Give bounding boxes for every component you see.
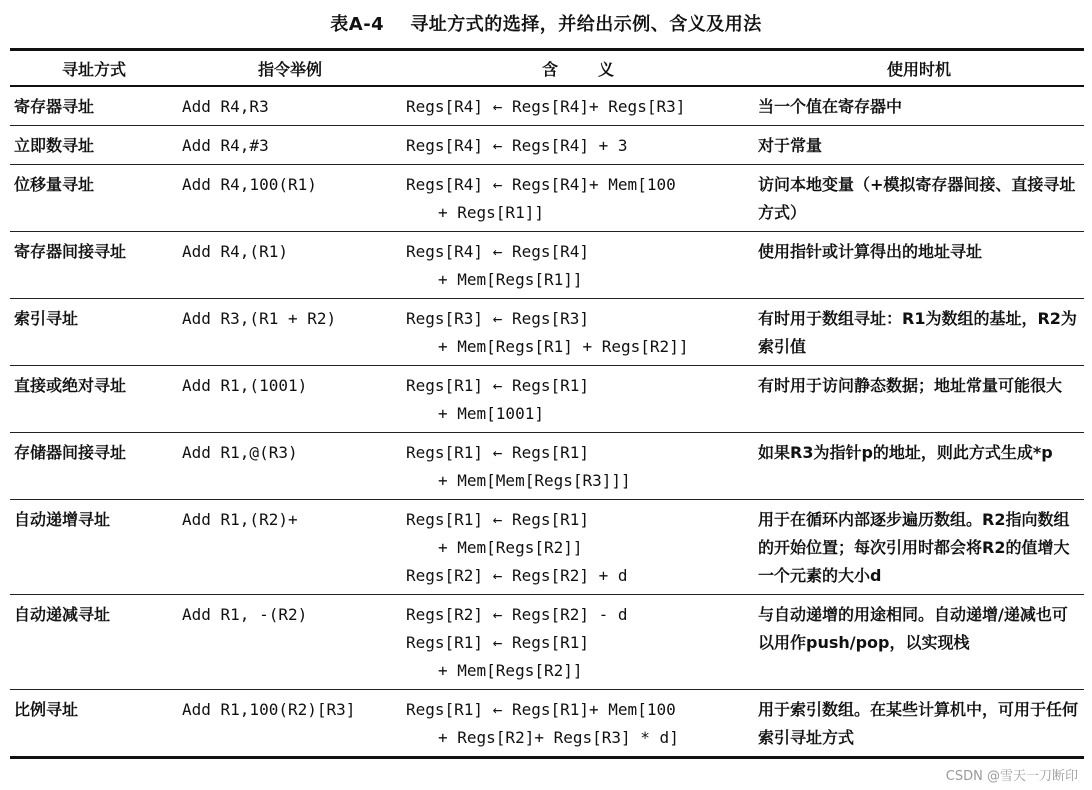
watermark: CSDN @雪天一刀断印 [945,769,1078,784]
addressing-modes-table [10,48,1084,759]
cell-when: 访问本地变量（+模拟寄存器间接、直接寻址方式） [754,165,1084,232]
cell-example: Add R1,@(R3) [178,433,402,500]
table-row [10,500,1084,595]
table-row [10,433,1084,500]
header-meaning: 含义 [402,50,754,87]
cell-when: 如果R3为指针p的地址，则此方式生成*p [754,433,1084,500]
cell-example: Add R3,(R1 + R2) [178,299,402,366]
meaning-line: Regs[R1] ← Regs[R1]+ Mem[100 [406,700,676,719]
table-row [10,165,1084,232]
cell-when: 用于在循环内部逐步遍历数组。R2指向数组的开始位置；每次引用时都会将R2的值增大一个元素的大小d [754,500,1084,595]
meaning-line: Regs[R4] ← Regs[R4] + 3 [406,136,628,155]
table-title: 寻址方式的选择，并给出示例、含义及用法 [410,14,762,35]
meaning-line: + Mem[Mem[Regs[R3]]] [438,471,631,490]
table-row [10,232,1084,299]
cell-meaning [402,232,754,299]
meaning-line: Regs[R3] ← Regs[R3] [406,309,590,328]
cell-meaning [402,299,754,366]
cell-when: 用于索引数组。在某些计算机中，可用于任何索引寻址方式 [754,690,1084,758]
meaning-line: Regs[R2] ← Regs[R2] - d [406,605,628,624]
cell-example: Add R4,R3 [178,86,402,126]
header-when: 使用时机 [754,50,1084,87]
cell-meaning [402,165,754,232]
cell-example: Add R1,(1001) [178,366,402,433]
meaning-line: + Mem[Regs[R1] + Regs[R2]] [438,337,689,356]
cell-example: Add R4,#3 [178,126,402,165]
cell-mode: 自动递减寻址 [10,595,178,690]
meaning-line: Regs[R1] ← Regs[R1] [406,633,590,652]
cell-meaning [402,433,754,500]
cell-mode: 存储器间接寻址 [10,433,178,500]
cell-example: Add R4,(R1) [178,232,402,299]
cell-example: Add R1, -(R2) [178,595,402,690]
meaning-line: + Mem[Regs[R2]] [438,538,583,557]
cell-meaning [402,366,754,433]
table-row [10,690,1084,758]
cell-meaning [402,126,754,165]
meaning-line: + Mem[1001] [438,404,544,423]
cell-example: Add R4,100(R1) [178,165,402,232]
cell-when: 有时用于访问静态数据；地址常量可能很大 [754,366,1084,433]
cell-when: 当一个值在寄存器中 [754,86,1084,126]
table-row [10,366,1084,433]
table-header-row [10,50,1084,87]
cell-when: 使用指针或计算得出的地址寻址 [754,232,1084,299]
header-example: 指令举例 [178,50,402,87]
meaning-line: Regs[R4] ← Regs[R4] [406,242,590,261]
meaning-line: Regs[R4] ← Regs[R4]+ Mem[100 [406,175,676,194]
table-row [10,595,1084,690]
cell-mode: 寄存器间接寻址 [10,232,178,299]
meaning-line: + Regs[R2]+ Regs[R3] * d] [438,728,679,747]
meaning-line: Regs[R1] ← Regs[R1] [406,510,590,529]
cell-meaning [402,500,754,595]
cell-when: 有时用于数组寻址：R1为数组的基址，R2为索引值 [754,299,1084,366]
cell-when: 与自动递增的用途相同。自动递增/递减也可以用作push/pop，以实现栈 [754,595,1084,690]
cell-mode: 自动递增寻址 [10,500,178,595]
cell-example: Add R1,100(R2)[R3] [178,690,402,758]
header-mode: 寻址方式 [10,50,178,87]
cell-mode: 立即数寻址 [10,126,178,165]
meaning-line: Regs[R4] ← Regs[R4]+ Regs[R3] [406,97,686,116]
cell-when: 对于常量 [754,126,1084,165]
table-number: 表A-4 [330,14,385,35]
table-caption [0,10,1092,36]
cell-mode: 比例寻址 [10,690,178,758]
table-body [10,86,1084,758]
meaning-line: + Regs[R1]] [438,203,544,222]
cell-meaning [402,86,754,126]
cell-mode: 索引寻址 [10,299,178,366]
meaning-line: + Mem[Regs[R1]] [438,270,583,289]
cell-mode: 寄存器寻址 [10,86,178,126]
meaning-line: Regs[R1] ← Regs[R1] [406,376,590,395]
cell-meaning [402,690,754,758]
cell-meaning [402,595,754,690]
meaning-line: Regs[R2] ← Regs[R2] + d [406,566,628,585]
cell-mode: 位移量寻址 [10,165,178,232]
meaning-line: Regs[R1] ← Regs[R1] [406,443,590,462]
table-row [10,86,1084,126]
table-row [10,299,1084,366]
table-row [10,126,1084,165]
cell-example: Add R1,(R2)+ [178,500,402,595]
cell-mode: 直接或绝对寻址 [10,366,178,433]
meaning-line: + Mem[Regs[R2]] [438,661,583,680]
